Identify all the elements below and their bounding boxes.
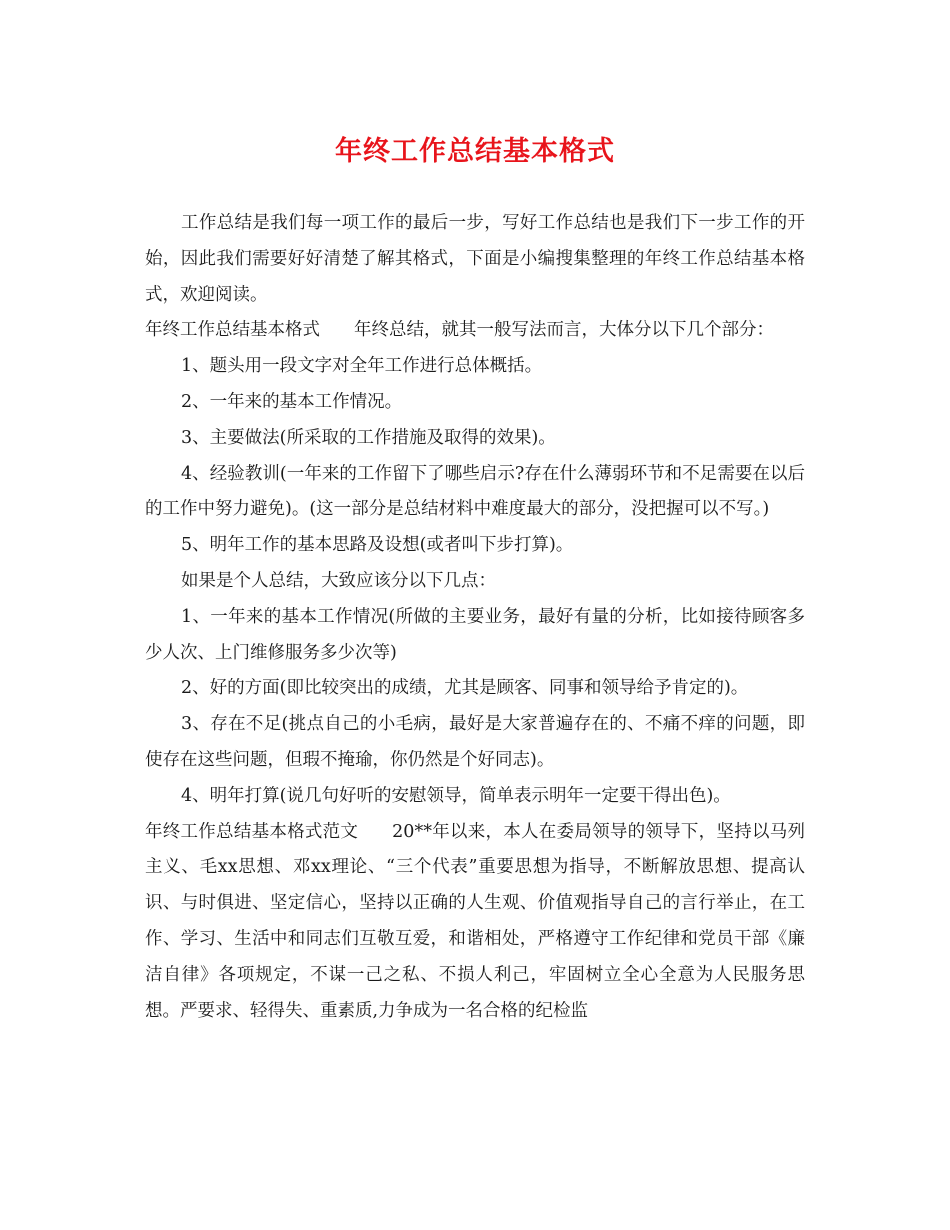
section-1-item: 3、主要做法(所采取的工作措施及取得的效果)。 — [181, 427, 556, 448]
section-3-heading: 年终工作总结基本格式范文 — [145, 821, 359, 842]
section-1-item: 1、题头用一段文字对全年工作进行总体概括。 — [181, 356, 543, 377]
section-3-text: 20**年以来，本人在委局领导的领导下，坚持以马列主义、毛xx思想、邓xx理论、“三个代表”重要思想为指导，不断解放思想、提高认识、与时俱进、坚定信心，坚持以正确的人生观、价值观指导自己的言行举止，在工作、学习、生活中和同志们互敬互爱，和谐相处，严格遵守工作纪律和党员干部《廉洁自律》各项规定，不谋一己之私、不损人利己，牢固树立全心全意为人民服务思想。严要求、轻得失、重素质,力争成为一名合格的纪检监 — [145, 821, 805, 1021]
section-1-lead: 年终总结，就其一般写法而言，大体分以下几个部分： — [354, 320, 774, 341]
section-1-item: 4、经验教训(一年来的工作留下了哪些启示?存在什么薄弱环节和不足需要在以后的工作中努力避免)。(这一部分是总结材料中难度最大的部分，没把握可以不写。) — [145, 463, 805, 520]
section-2-lead: 如果是个人总结，大致应该分以下几点： — [181, 570, 496, 591]
section-1-item: 2、一年来的基本工作情况。 — [181, 391, 403, 412]
section-1-item: 5、明年工作的基本思路及设想(或者叫下步打算)。 — [181, 535, 574, 556]
section-3-paragraph — [145, 815, 805, 1030]
section-2-item: 3、存在不足(挑点自己的小毛病，最好是大家普遍存在的、不痛不痒的问题，即使存在这些问题，但瑕不掩瑜，你仍然是个好同志)。 — [145, 714, 805, 770]
section-2-item: 4、明年打算(说几句好听的安慰领导，简单表示明年一定要干得出色)。 — [181, 785, 731, 806]
document-title: 年终工作总结基本格式 — [335, 136, 615, 167]
document-body — [145, 206, 805, 1029]
section-1-lead-line — [145, 313, 805, 349]
section-2-item: 1、一年来的基本工作情况(所做的主要业务，最好有量的分析，比如接待顾客多少人次、上门维修服务多少次等) — [145, 606, 805, 663]
section-1-heading: 年终工作总结基本格式 — [145, 320, 320, 341]
section-2-item: 2、好的方面(即比较突出的成绩，尤其是顾客、同事和领导给予肯定的)。 — [181, 678, 749, 699]
intro-paragraph: 工作总结是我们每一项工作的最后一步，写好工作总结也是我们下一步工作的开始，因此我们需要好好清楚了解其格式，下面是小编搜集整理的年终工作总结基本格式，欢迎阅读。 — [145, 213, 805, 305]
